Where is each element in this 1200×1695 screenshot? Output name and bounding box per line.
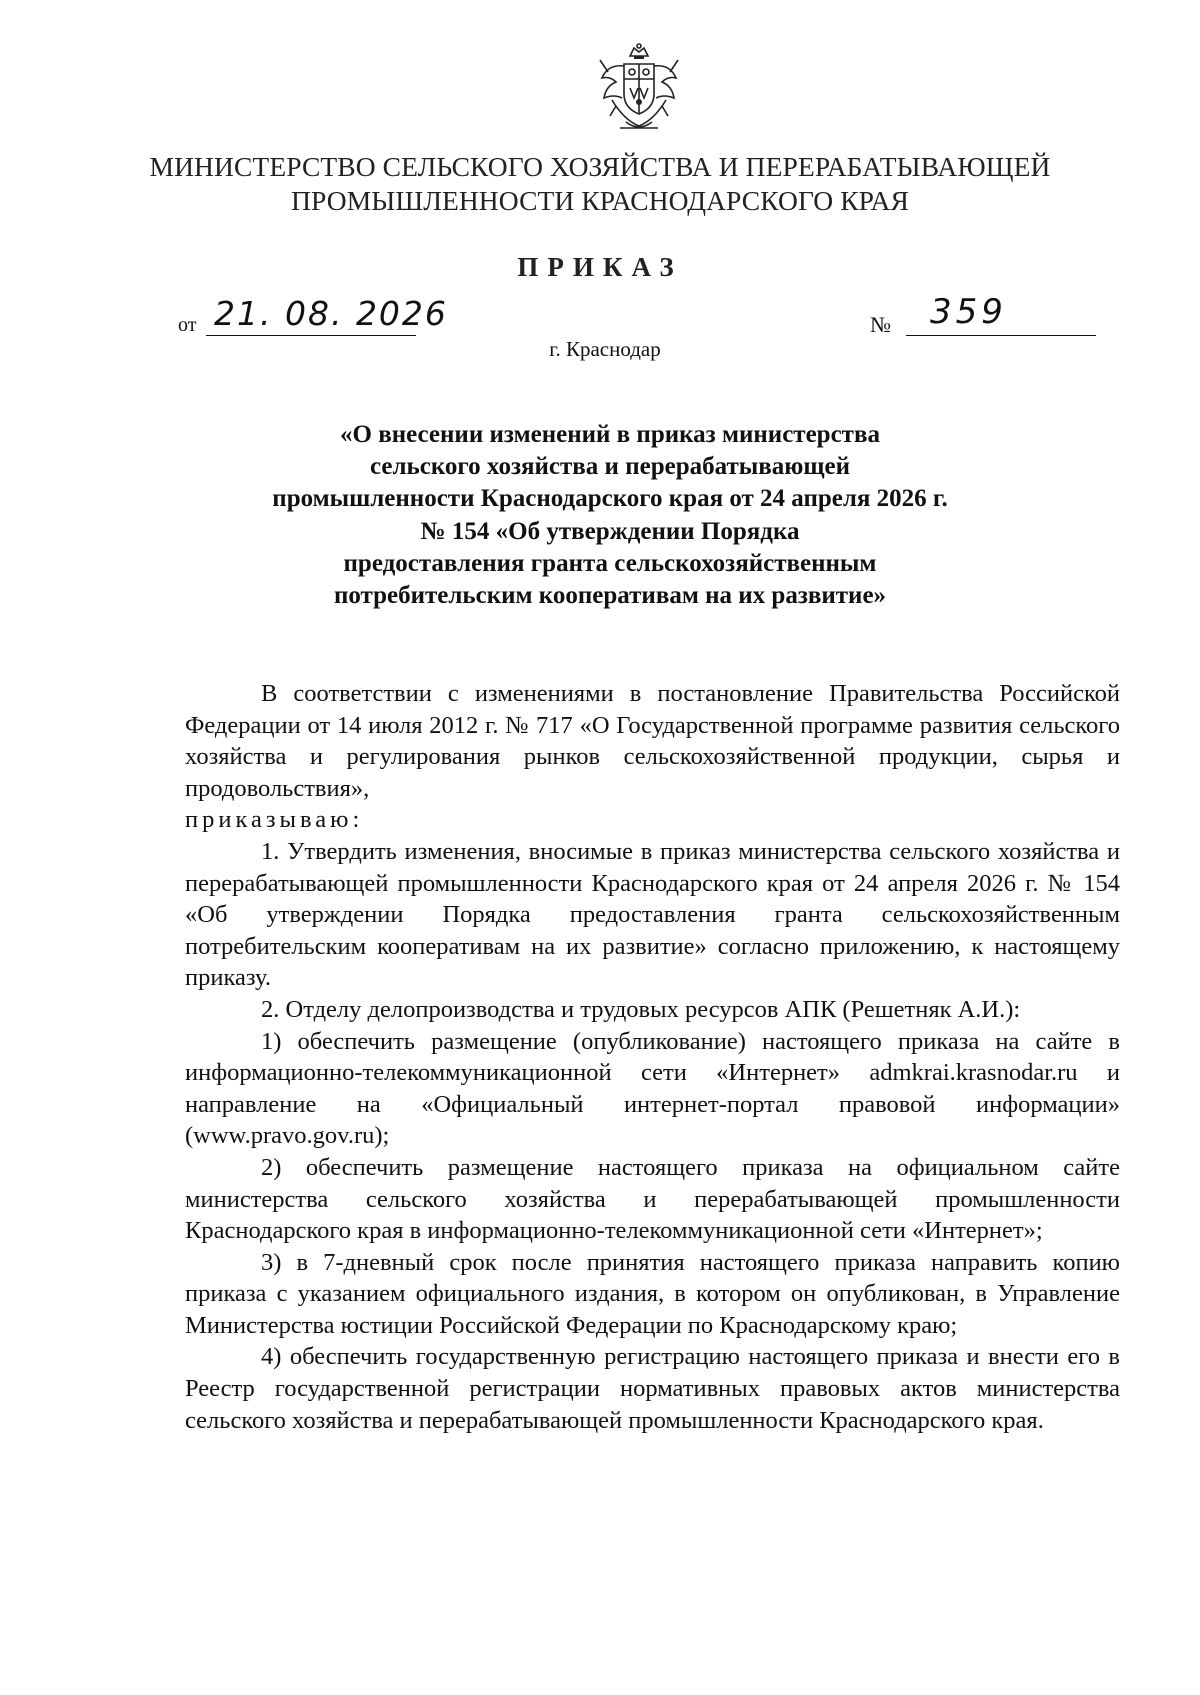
handwritten-date: 21. 08. 2026	[214, 294, 448, 333]
order-number	[870, 292, 1100, 340]
heading-line: промышленности Краснодарского края от 24 апреля 2026 г.	[272, 485, 948, 513]
item-1-paragraph: 1. Утвердить изменения, вносимые в приказ министерства сельского хозяйства и перерабатывающей промышленности Краснодарского края от 24 апреля 2026 г. № 154 «Об утверждении Порядка предоставления гранта сельскохозяйственным потребительским кооперативам на их развитие» согласно приложению, к настоящему приказу.	[185, 837, 1120, 992]
order-body	[185, 678, 1120, 1436]
heading-line: предоставления гранта сельскохозяйственным	[343, 549, 877, 577]
item-2-4-paragraph: 4) обеспечить государственную регистрацию настоящего приказа и внести его в Реестр государственной регистрации нормативных правовых актов министерства сельского хозяйства и перерабатывающей промышленности Краснодарского края.	[185, 1343, 1120, 1434]
ministry-name	[120, 150, 1080, 218]
document-type: ПРИКАЗ	[517, 252, 683, 282]
date-prefix: от	[178, 314, 197, 336]
city: г. Краснодар	[549, 337, 661, 361]
item-2-2-paragraph: 2) обеспечить размещение настоящего приказа на официальном сайте министерства сельского хозяйства и перерабатывающей промышленности Краснодарского края в информационно-телекоммуникационной сети «Интернет»;	[185, 1153, 1120, 1245]
heading-line: потребительским кооперативам на их развитие»	[333, 582, 887, 610]
heading-line: «О внесении изменений в приказ министерства	[340, 421, 880, 448]
preamble-paragraph: В соответствии с изменениями в постановление Правительства Российской Федерации от 14 июля 2012 г. № 717 «О Государственной программе развития сельского хозяйства и регулирования рынков сельскохозяйственной продукции, сырья и продовольствия»,	[185, 680, 1120, 802]
order-heading	[200, 419, 1020, 612]
order-word: приказываю:	[185, 806, 364, 834]
heading-line: № 154 «Об утверждении Порядка	[420, 517, 800, 545]
coat-of-arms-emblem	[594, 42, 684, 136]
ministry-name-line-1: МИНИСТЕРСТВО СЕЛЬСКОГО ХОЗЯЙСТВА И ПЕРЕРАБАТЫВАЮЩЕЙ	[149, 151, 1051, 182]
number-underline	[906, 335, 1096, 336]
item-2-paragraph: 2. Отделу делопроизводства и трудовых ресурсов АПК (Решетняк А.И.):	[261, 995, 1021, 1023]
number-sign: №	[870, 312, 891, 337]
item-2-1-paragraph: 1) обеспечить размещение (опубликование) настоящего приказа на сайте в информационно-телекоммуникационной сети «Интернет» admkrai.krasnodar.ru и направление на «Официальный интернет-портал правовой информации» (www.pravo.gov.ru);	[185, 1027, 1120, 1150]
item-2-3-paragraph: 3) в 7-дневный срок после принятия настоящего приказа направить копию приказа с указанием официального издания, в котором он опубликован, в Управление Министерства юстиции Российской Федерации по Краснодарскому краю;	[185, 1248, 1120, 1339]
ministry-name-line-2: ПРОМЫШЛЕННОСТИ КРАСНОДАРСКОГО КРАЯ	[291, 185, 909, 216]
handwritten-number: 359	[930, 292, 1007, 332]
heading-line: сельского хозяйства и перерабатывающей	[370, 453, 850, 481]
date-underline	[206, 335, 416, 336]
